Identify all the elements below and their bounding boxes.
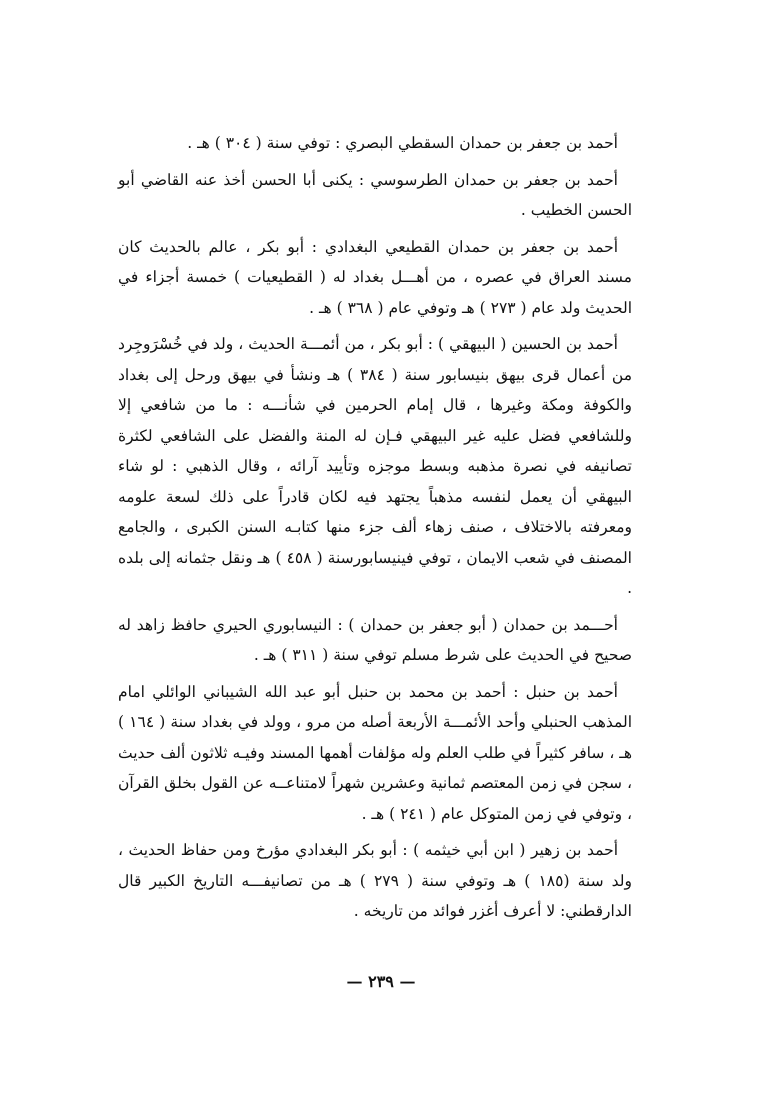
entry-paragraph: أحمد بن حنبل : أحمد بن محمد بن حنبل أبو عبد الله الشيباني الوائلي امام المذهب الحنبلي وأحد الأئمـــة الأربعة أصله من مرو ، وولد في بغداد سنة ( ١٦٤ ) هـ ، سافر كثيراً في طلب العلم وله مؤلفات أهمها المسند وفيـه ثلاثون ألف حديث ، سجن في زمن المعتصم ثمانية وعشرين شهراً لامتناعــه عن القول بخلق القرآن ، وتوفي في زمن المتوكل عام ( ٢٤١ ) هـ . [118,682,632,823]
entry-paragraph: أحمد بن جعفر بن حمدان القطيعي البغدادي : أبو بكر ، عالم بالحديث كان مسند العراق في عصره ، من أهـــل بغداد له ( القطيعيات ) خمسة أجزاء في الحديث ولد عام ( ٢٧٣ ) هـ وتوفي عام ( ٣٦٨ ) هـ . [118,237,632,317]
entry-paragraph: أحمد بن زهير ( ابن أبي خيثمه ) : أبو بكر البغدادي مؤرخ ومن حفاظ الحديث ، ولد سنة (١٨٥ ) هـ وتوفي سنة ( ٢٧٩ ) هـ من تصانيفـــه التاريخ الكبير قال الدارقطني: لا أعرف أغزر فوائد من تاريخه . [118,841,633,920]
biography-entries [118,128,632,927]
entry-paragraph: أحـــمد بن حمدان ( أبو جعفر بن حمدان ) : النيسابوري الحيري حافظ زاهد له صحيح في الحديث على شرط مسلم توفي سنة ( ٣١١ ) هـ . [118,615,632,664]
entry-paragraph: أحمد بن جعفر بن حمدان السقطي البصري : توفي سنة ( ٣٠٤ ) هـ . [187,134,618,152]
entry-paragraph: أحمد بن الحسين ( البيهقي ) : أبو بكر ، من أئمـــة الحديث ، ولد في خُسْرَوجِرد من أعمال قرى بيهق بنيسابور سنة ( ٣٨٤ ) هـ ونشأ في بيهق ورحل إلى بغداد والكوفة ومكة وغيرها ، قال إمام الحرمين في شأنـــه : ما من شافعي إلا وللشافعي فضل عليه غير البيهقي فـإن له المنة والفضل على الشافعي لكثرة تصانيفه في نصرة مذهبه وبسط موجزه وتأييد آرائه ، وقال الذهبي : لو شاء البيهقي أن يعمل لنفسه مذهباً يجتهد فيه لكان قادراً على ذلك لسعة علومه ومعرفته بالاختلاف ، صنف زهاء ألف جزء منها كتابـه السنن الكبرى ، والجامع المصنف في شعب الايمان ، توفي فينيسابورسنة ( ٤٥٨ ) هـ ونقل جثمانه إلى بلده . [118,335,632,597]
entry-paragraph: أحمد بن جعفر بن حمدان الطرسوسي : يكنى أبا الحسن أخذ عنه القاضي أبو الحسن الخطيب . [118,170,632,219]
page-number: — ٢٣٩ — [346,972,416,991]
